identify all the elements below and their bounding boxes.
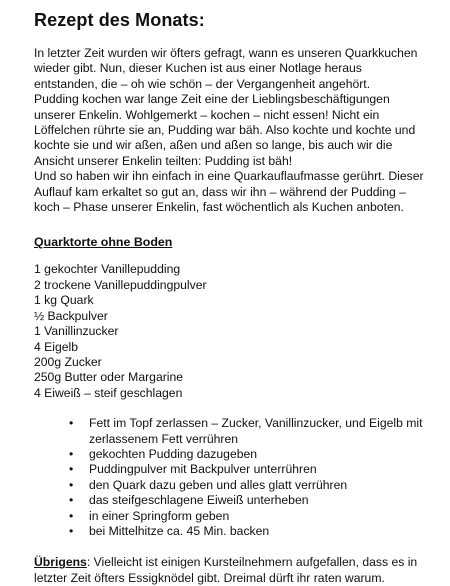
step-line: zerlassenem Fett verrühren [89,431,239,446]
bullet-icon: • [69,493,74,508]
intro-line: Löffelchen rührte sie an, Pudding war bäh. Also kochte und kochte und [34,123,416,138]
step-item [69,509,438,524]
page-title: Rezept des Monats: [34,10,205,30]
intro-line: Ansicht unserer Enkelin teilten: Pudding ist bäh! [34,153,293,168]
step-line: in einer Springform geben [89,508,230,523]
step-item [69,493,438,508]
step-item [69,478,438,493]
ingredient-item: 1 kg Quark [34,293,94,308]
step-item [69,462,438,477]
intro-paragraph [34,46,438,215]
bullet-icon: • [69,508,74,523]
intro-line: unserer Enkelin. Wohlgemerkt – kochen – nicht essen! Nicht ein [34,107,380,122]
ingredient-item: ½ Backpulver [34,308,108,323]
intro-line: Und so haben wir ihn einfach in eine Quarkauflaufmasse gerührt. Dieser [34,169,424,184]
footer-text: : Vielleicht ist einigen Kursteilnehmern aufgefallen, dass es in [86,555,418,570]
step-line: Puddingpulver mit Backpulver unterrühren [89,462,317,477]
ingredient-item: 2 trockene Vanillepuddingpulver [34,277,207,292]
bullet-icon: • [69,477,74,492]
ingredient-item: 1 gekochter Vanillepudding [34,262,181,277]
ingredient-item: 1 Vanillinzucker [34,324,119,339]
step-item [69,524,438,539]
intro-line: In letzter Zeit wurden wir öfters gefragt, wann es unseren Quarkkuchen [34,46,418,60]
step-line: den Quark dazu geben und alles glatt verrühren [89,477,348,492]
bullet-icon: • [69,416,74,431]
ingredient-list [34,262,438,401]
ingredient-item: 4 Eiweiß – steif geschlagen [34,385,183,400]
preparation-steps [34,416,438,539]
recipe-heading: Quarktorte ohne Boden [34,235,173,250]
bullet-icon: • [69,462,74,477]
bullet-icon: • [69,446,74,461]
step-item [69,447,438,462]
step-line: Fett im Topf zerlassen – Zucker, Vanillinzucker, und Eigelb mit [89,416,423,431]
intro-line: koch – Phase unserer Enkelin, fast wöchentlich als Kuchen anboten. [34,200,404,215]
footer-line: letzter Zeit öfters Essigknödel gibt. Dreimal dürft ihr raten warum. [34,570,385,585]
step-line: das steifgeschlagene Eiweiß unterheben [89,493,309,508]
bullet-icon: • [69,523,74,538]
ingredient-item: 250g Butter oder Margarine [34,370,184,385]
intro-line: entstanden, die – oh wie schön – der Vergangenheit angehört. [34,76,371,91]
intro-line: kochte sie und wir aßen, aßen und aßen so lange, bis auch wir die [34,138,393,153]
ingredient-item: 4 Eigelb [34,339,79,354]
intro-line: Auflauf kam erkaltet so gut an, dass wir ihn – während der Pudding – [34,184,406,199]
step-line: gekochten Pudding dazugeben [89,446,258,461]
intro-line: wieder gibt. Nun, dieser Kuchen ist aus einer Notlage heraus [34,61,362,76]
intro-line: Pudding kochen war lange Zeit eine der Lieblingsbeschäftigungen [34,92,390,107]
step-item [69,416,438,447]
footer-label: Übrigens [34,555,87,570]
ingredient-item: 200g Zucker [34,354,102,369]
step-line: bei Mittelhitze ca. 45 Min. backen [89,523,270,538]
footer-line [34,555,438,570]
